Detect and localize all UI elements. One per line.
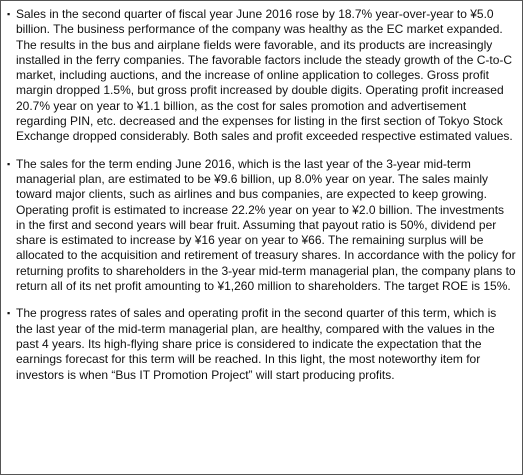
bullet-item-full-year-forecast [7,157,516,295]
bullet-icon: ▪ [7,308,11,319]
paragraph-full-year-forecast: The sales for the term ending June 2016, which is the last year of the 3-year mid-term managerial plan, are estimated to be ¥9.6 billion, up 8.0% year on year. The sales mainly toward major clients, such as airlines and bus companies, are expected to keep growing. Operating profit is estimated to increase 22.2% year on year to ¥2.0 billion. The investments in the first and second years will bear fruit. Assuming that payout ratio is 50%, dividend per share is estimated to increase by ¥16 year on year to ¥66. The remaining surplus will be allocated to the acquisition and retirement of treasury shares. In accordance with the policy for returning profits to shareholders in the 3-year mid-term managerial plan, the company plans to return all of its net profit amounting to ¥1,260 million to shareholders. The target ROE is 15%. [16,156,516,294]
paragraph-sales-q2: Sales in the second quarter of fiscal year June 2016 rose by 18.7% year-over-year to ¥5.0 billion. The business performance of the company was healthy as the EC market expanded. The results in the bus and airplane fields were favorable, and its products are increasingly installed in the ferry companies. The favorable factors include the steady growth of the C-to-C market, including auctions, and the increase of online application to colleges. Gross profit margin dropped 1.5%, but gross profit increased by double digits. Operating profit increased 20.7% year on year to ¥1.1 billion, as the cost for sales promotion and advertisement regarding PIN, etc. decreased and the expenses for listing in the first section of Tokyo Stock Exchange dropped considerably. Both sales and profit exceeded respective estimated values. [16,7,513,144]
bullet-icon: ▪ [7,9,11,19]
paragraph-progress-outlook: The progress rates of sales and operating profit in the second quarter of this term, which is the last year of the mid-term managerial plan, are healthy, compared with the values in the past 4 years. Its high-flying share price is considered to indicate the expectation that the earnings forecast for this term will be reached. In this light, the most noteworthy item for investors is when “Bus IT Promotion Project” will start producing profits. [16,306,497,382]
bullet-icon: ▪ [7,158,11,169]
bullet-item-progress-outlook [7,306,516,382]
bullet-item-sales-q2 [7,7,516,145]
